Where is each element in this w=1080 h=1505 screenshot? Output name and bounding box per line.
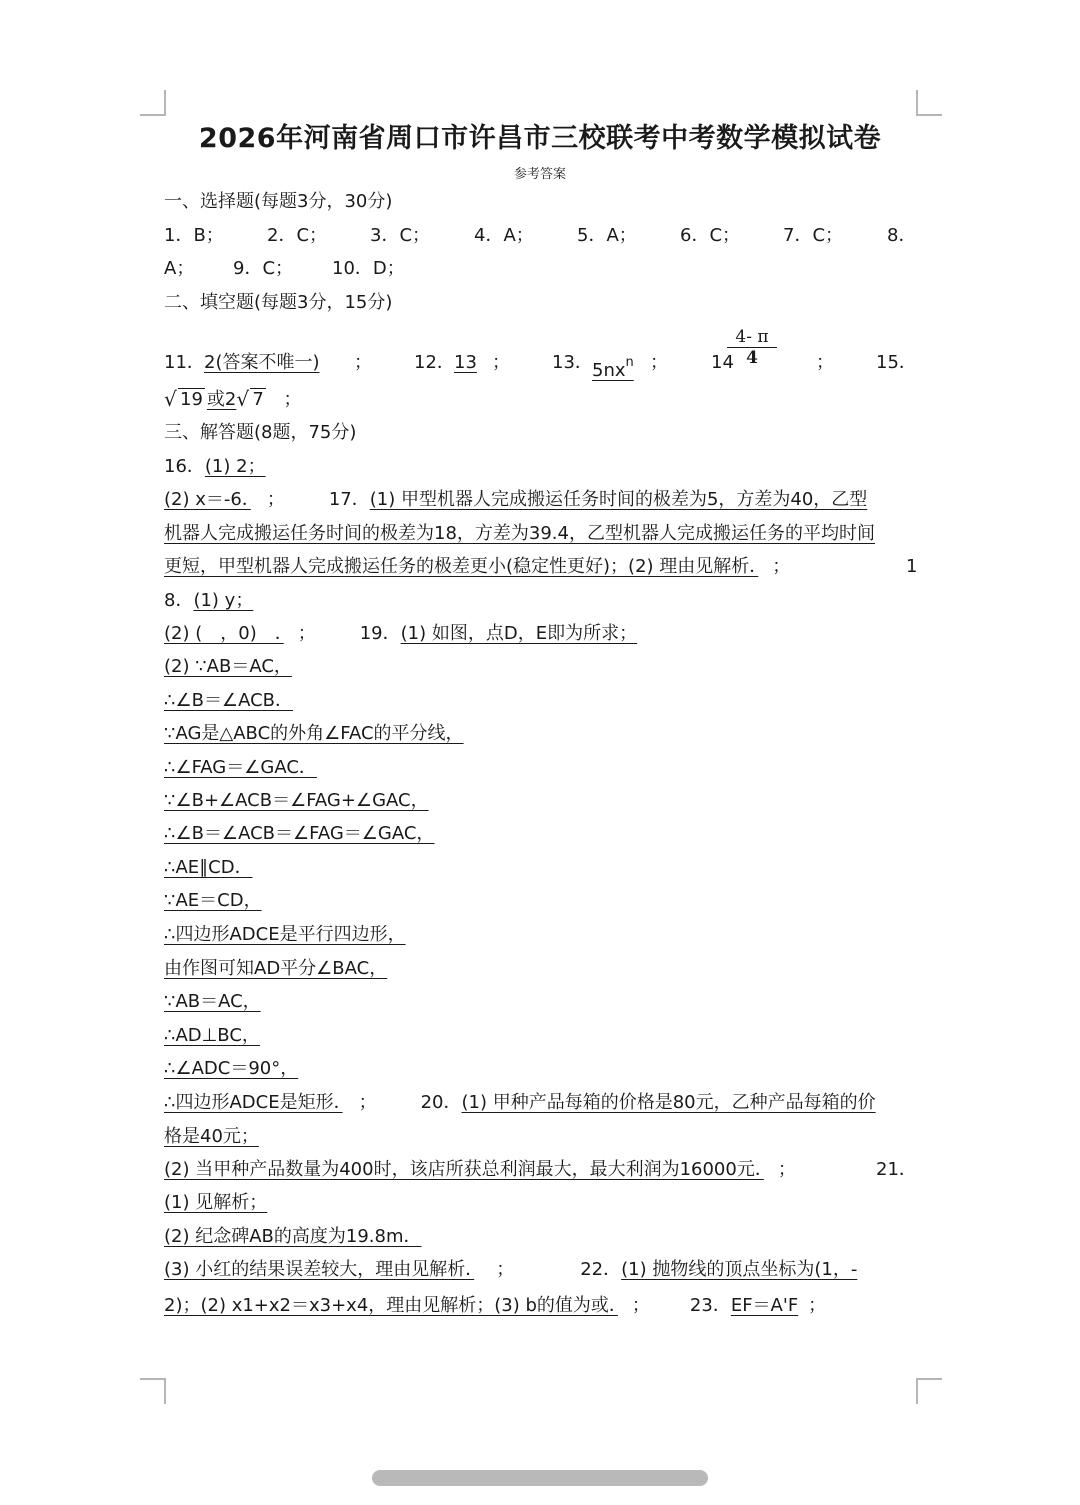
choice-answer: 4．A； (474, 225, 534, 246)
answer-18: 8．(1) y； (164, 590, 254, 611)
answer-20-21: (2) 当甲种产品数量为400时，该店所获总利润最大，最大利润为16000元． ； (164, 1159, 796, 1180)
choice-answer: 7．C； (783, 225, 844, 246)
section-heading-fill: 二、填空题(每题3分，15分) (164, 292, 393, 313)
proof-line: ∵AG是△ABC的外角∠FAC的平分线， (164, 723, 464, 744)
answer-21-22: (3) 小红的结果误差较大，理由见解析． ； 22．(1) 抛物线的顶点坐标为(1，- (164, 1259, 858, 1280)
fill-number: 11． (164, 352, 205, 373)
proof-line: 由作图可知AD平分∠BAC， (164, 958, 388, 979)
fill-answer: $5nx^n$ (592, 355, 634, 381)
proof-line: ∴∠B＝∠ACB． (164, 690, 293, 711)
answer-22-23: 2)；(2) x1+x2＝x3+x4，理由见解析；(3) b的值为或． ； 23．EF＝A'F ； (164, 1295, 827, 1316)
fill-answer: 13 (454, 352, 477, 373)
fraction (727, 327, 777, 368)
choice-answer: 2．C； (267, 225, 328, 246)
proof-line: ∴∠FAG＝∠GAC． (164, 757, 317, 778)
separator: ； (354, 352, 372, 373)
question-number: 21． (876, 1159, 917, 1180)
answer-16-17: (2) x＝-6． ； 17．(1) 甲型机器人完成搬运任务时间的极差为5，方差为40，乙型 (164, 489, 868, 510)
section-heading-solve: 三、解答题(8题，75分) (164, 422, 357, 443)
page-corner-mark-top-left (140, 90, 166, 116)
question-number-fragment: 1 (906, 556, 918, 577)
proof-line: (2) ∵AB＝AC， (164, 656, 292, 677)
separator: ； (816, 352, 834, 373)
page-corner-mark-top-right (916, 90, 942, 116)
scrollbar-thumb[interactable] (372, 1470, 708, 1486)
fill-number: 14 (711, 352, 734, 373)
fraction-denominator: 4 (746, 348, 758, 368)
fill-number: 13． (552, 352, 593, 373)
answer-20-line: 格是40元； (164, 1126, 259, 1147)
choice-answer: A； (164, 258, 195, 279)
sqrt-symbol: √ 19 (164, 387, 205, 413)
page-subtitle: 参考答案 (513, 167, 566, 182)
answer-18-19: (2) ( ，0) ． ； 19．(1) 如图，点D，E即为所求； (164, 623, 638, 644)
fill-number: 12． (414, 352, 455, 373)
answer-17-line: 更短，甲型机器人完成搬运任务的极差更小(稳定性更好)；(2) 理由见解析． ； (164, 556, 791, 577)
section-heading-choice: 一、选择题(每题3分，30分) (164, 191, 393, 212)
proof-line: ∴四边形ADCE是平行四边形， (164, 924, 406, 945)
answer-16: 16．(1) 2； (164, 456, 266, 477)
page-title: 2026年河南省周口市许昌市三校联考中考数学模拟试卷 (198, 123, 882, 154)
answer-21-line: (2) 纪念碑AB的高度为19.8m． (164, 1226, 422, 1247)
choice-answer: 8． (887, 225, 917, 246)
proof-line: ∴∠ADC＝90°， (164, 1058, 299, 1079)
proof-line: ∴∠B＝∠ACB＝∠FAG＝∠GAC， (164, 823, 435, 844)
answer-21-line: (1) 见解析； (164, 1192, 268, 1213)
fill-answer: √ 19 或2√ 7 ； (164, 387, 302, 413)
proof-line: ∵AB＝AC， (164, 991, 261, 1012)
page-corner-mark-bottom-left (140, 1378, 166, 1404)
proof-line: ∵AE＝CD， (164, 890, 262, 911)
choice-answer: 3．C； (370, 225, 431, 246)
page-corner-mark-bottom-right (916, 1378, 942, 1404)
fraction-numerator: 4- π (727, 327, 777, 348)
separator: ； (492, 352, 510, 373)
separator: ； (650, 352, 668, 373)
choice-answer: 1．B； (164, 225, 224, 246)
proof-line: ∴AD⊥BC， (164, 1025, 260, 1046)
fill-number: 15． (876, 352, 917, 373)
fill-answer: 2(答案不唯一) (204, 352, 320, 373)
proof-line: ∴AE∥CD． (164, 857, 253, 878)
choice-answer: 10．D； (332, 258, 405, 279)
choice-answer: 5．A； (577, 225, 637, 246)
sqrt-symbol: √ 7 (236, 387, 265, 413)
choice-answer: 6．C； (680, 225, 741, 246)
proof-line: ∵∠B+∠ACB＝∠FAG+∠GAC， (164, 790, 429, 811)
answer-17-line: 机器人完成搬运任务时间的极差为18，方差为39.4，乙型机器人完成搬运任务的平均时间 (164, 523, 875, 544)
choice-answer: 9．C； (233, 258, 294, 279)
answer-19-20: ∴四边形ADCE是矩形． ； 20．(1) 甲种产品每箱的价格是80元，乙种产品每箱的价 (164, 1092, 876, 1113)
